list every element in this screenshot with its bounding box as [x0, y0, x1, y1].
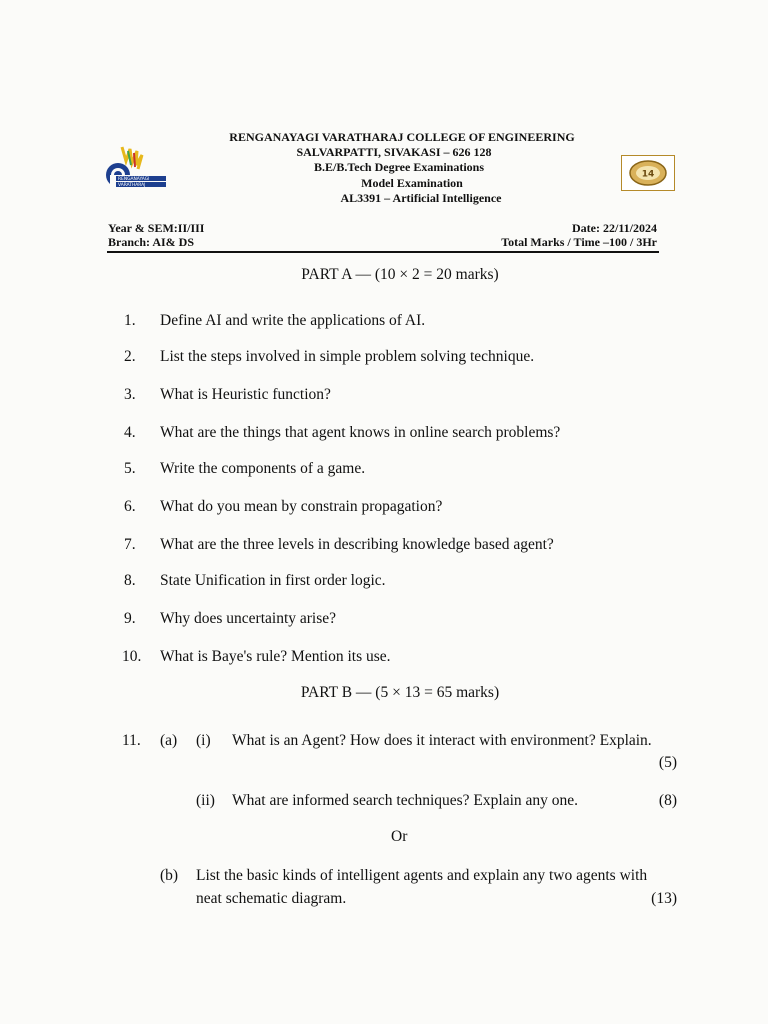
question-number: 11. [122, 732, 141, 749]
question-text: Write the components of a game. [160, 460, 366, 477]
question-text: Define AI and write the applications of AI. [160, 312, 426, 329]
question-text: List the steps involved in simple problem solving technique. [160, 348, 535, 365]
question-text: What is an Agent? How does it interact with environment? Explain. [232, 732, 652, 749]
or-separator: Or [391, 828, 408, 845]
branch: Branch: AI& DS [108, 235, 195, 249]
question-number: 4. [124, 424, 136, 441]
anniversary-badge [621, 155, 675, 191]
question-text: List the basic kinds of intelligent agents and explain any two agents with [196, 867, 648, 884]
subpart-label: (a) [160, 732, 178, 749]
subquestion-label: (i) [196, 732, 211, 749]
question-text: Why does uncertainty arise? [160, 610, 337, 627]
question-marks: (8) [658, 792, 677, 809]
question-text: State Unification in first order logic. [160, 572, 386, 589]
subquestion-label: (ii) [196, 792, 215, 809]
exam-date: Date: 22/11/2024 [572, 221, 657, 235]
header-rule [107, 251, 659, 253]
question-number: 10. [122, 648, 142, 665]
question-text-continued: neat schematic diagram. [196, 890, 347, 907]
subpart-label: (b) [160, 867, 179, 884]
part-b-title: PART B — (5 × 13 = 65 marks) [300, 684, 500, 701]
college-logo [104, 145, 166, 193]
question-marks: (13) [651, 890, 677, 907]
question-number: 7. [124, 536, 136, 553]
question-marks: (5) [658, 754, 677, 771]
question-text: What do you mean by constrain propagation? [160, 498, 443, 515]
question-number: 8. [124, 572, 136, 589]
logo-text-2: VARATHARAJ [118, 183, 146, 189]
question-text: What are the three levels in describing knowledge based agent? [160, 536, 554, 553]
question-number: 3. [124, 386, 136, 403]
question-number: 5. [124, 460, 136, 477]
question-number: 1. [124, 312, 136, 329]
badge-number: 14 [641, 169, 655, 180]
question-text: What is Heuristic function? [160, 386, 331, 403]
logo-text-1: RENGANAYAGI [118, 177, 150, 183]
part-a-title: PART A — (10 × 2 = 20 marks) [301, 266, 499, 283]
question-number: 9. [124, 610, 136, 627]
question-number: 2. [124, 348, 136, 365]
year-sem: Year & SEM:II/III [108, 221, 205, 235]
question-number: 6. [124, 498, 136, 515]
question-text: What are informed search techniques? Explain any one. [232, 792, 579, 809]
question-text: What are the things that agent knows in online search problems? [160, 424, 561, 441]
question-text: What is Baye's rule? Mention its use. [160, 648, 391, 665]
marks-time: Total Marks / Time –100 / 3Hr [501, 235, 657, 249]
